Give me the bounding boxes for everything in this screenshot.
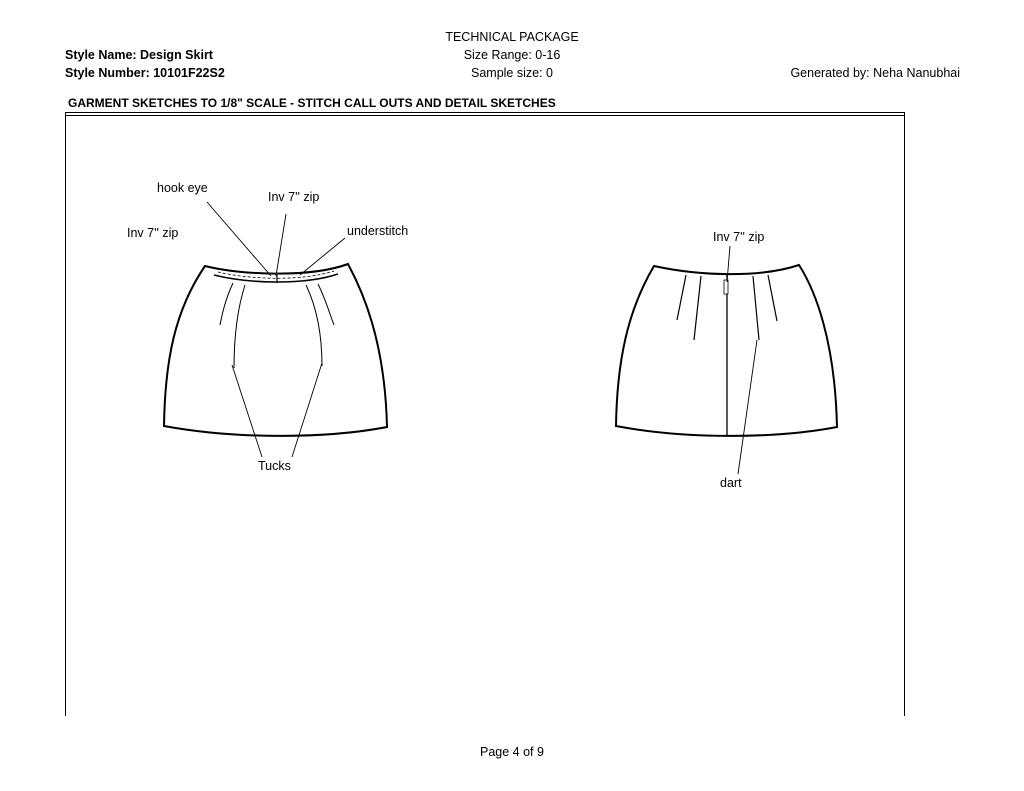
callout-hook-eye: hook eye — [157, 181, 208, 195]
document-title: TECHNICAL PACKAGE — [445, 30, 579, 44]
callout-inv-zip-back: Inv 7'' zip — [713, 230, 765, 244]
section-title: GARMENT SKETCHES TO 1/8" SCALE - STITCH CALL OUTS AND DETAIL SKETCHES — [68, 96, 556, 110]
callout-understitch: understitch — [347, 224, 409, 238]
size-range: Size Range: 0-16 — [463, 48, 561, 62]
back-zip-pull — [724, 280, 728, 294]
front-skirt-sketch — [164, 264, 387, 436]
sample-size: Sample size: 0 — [471, 66, 553, 80]
generated-by: Generated by: Neha Nanubhai — [790, 66, 960, 80]
front-skirt-outline — [164, 264, 387, 436]
callout-dart: dart — [720, 476, 742, 490]
style-number: Style Number: 10101F22S2 — [65, 66, 225, 80]
callout-inv-zip-front-left: Inv 7'' zip — [127, 226, 179, 240]
page-number: Page 4 of 9 — [480, 745, 544, 759]
callout-tucks: Tucks — [258, 459, 291, 473]
callout-inv-zip-front-top: Inv 7'' zip — [268, 190, 320, 204]
style-name: Style Name: Design Skirt — [65, 48, 213, 62]
back-skirt-sketch — [616, 265, 837, 436]
